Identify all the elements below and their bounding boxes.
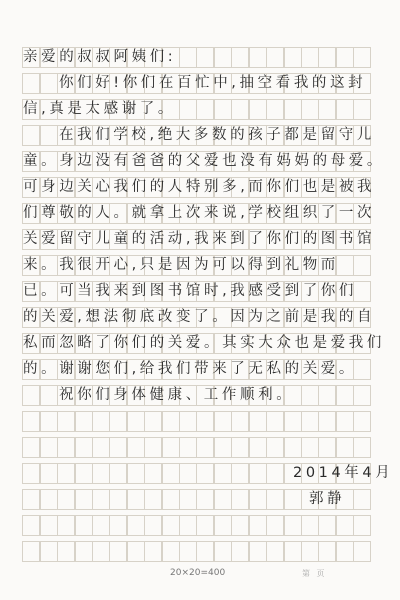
grid-cell [249,541,267,562]
grid-cell [266,463,284,484]
grid-cell [196,515,214,536]
grid-row [23,47,383,68]
grid-cell [249,411,267,432]
grid-cell [75,515,93,536]
grid-cell [231,437,249,458]
grid-cell [162,437,180,458]
grid-row [23,359,383,380]
grid-cell [127,541,145,562]
grid-cell [40,463,58,484]
grid-cell [57,515,75,536]
grid-cell [179,437,197,458]
letter-line: 你们好!你们在百忙中,抽空看我的这封 [59,75,367,91]
grid-cell [179,463,197,484]
grid-cell [266,47,284,68]
grid-cell [196,437,214,458]
grid-row [23,203,383,224]
grid-cell [284,515,302,536]
grid-cell [162,489,180,510]
writing-grid [23,47,394,567]
grid-cell [144,411,162,432]
grid-cell [284,411,302,432]
grid-cell [22,541,40,562]
grid-cell [75,437,93,458]
grid-cell [353,489,371,510]
letter-line: 们尊敬的人。就拿上次来说,学校组织了一次 [23,205,376,221]
grid-cell [231,411,249,432]
grid-cell [57,463,75,484]
grid-cell [249,463,267,484]
grid-cell [22,73,40,94]
grid-cell [214,541,232,562]
grid-cell [231,47,249,68]
grid-cell [75,541,93,562]
grid-cell [127,489,145,510]
grid-cell [109,411,127,432]
grid-cell [92,411,110,432]
grid-cell [22,463,40,484]
grid-row [23,437,383,458]
grid-row [23,255,383,276]
grid-cell [353,541,371,562]
grid-cell [301,437,319,458]
grid-cell [57,437,75,458]
grid-row [23,229,383,250]
grid-cell [353,255,371,276]
grid-cell [231,463,249,484]
letter-signature: 郭静 [309,491,346,507]
grid-cell [22,125,40,146]
grid-cell [109,541,127,562]
grid-cell [179,47,197,68]
grid-cell [127,515,145,536]
grid-cell [231,515,249,536]
grid-row [23,541,383,562]
grid-cell [231,99,249,120]
grid-cell [336,515,354,536]
letter-line: 信,真是太感谢了。 [23,101,177,117]
grid-cell [92,463,110,484]
grid-cell [40,489,58,510]
grid-cell [214,463,232,484]
grid-cell [127,411,145,432]
grid-cell [301,411,319,432]
grid-cell [318,411,336,432]
letter-line: 祝你们身体健康、工作顺利。 [59,387,295,403]
grid-row [23,73,383,94]
letter-line: 的关爱,想法彻底改变了。因为之前是我的自 [23,309,376,325]
grid-cell [266,437,284,458]
grid-cell [179,541,197,562]
grid-cell [266,541,284,562]
grid-cell [353,515,371,536]
grid-cell [40,515,58,536]
letter-line: 的。谢谢您们,给我们带来了无私的关爱。 [23,361,358,377]
grid-cell [196,99,214,120]
grid-size-label: 20×20=400 [170,568,226,578]
grid-row [23,463,394,484]
letter-line: 童。身边没有爸爸的父爱也没有妈妈的母爱。 [23,153,385,169]
grid-cell [301,47,319,68]
grid-cell [144,437,162,458]
grid-cell [109,437,127,458]
grid-row [23,307,383,328]
grid-cell [162,541,180,562]
grid-cell [40,125,58,146]
grid-cell [127,437,145,458]
grid-cell [196,47,214,68]
grid-cell [353,99,371,120]
grid-row [23,99,383,120]
letter-line: 私而忽略了你们的关爱。其实大众也是爱我们 [23,335,385,351]
grid-cell [249,437,267,458]
grid-cell [179,99,197,120]
grid-cell [301,99,319,120]
grid-cell [57,489,75,510]
grid-row [23,125,383,146]
grid-cell [109,489,127,510]
grid-cell [266,99,284,120]
grid-cell [57,411,75,432]
grid-cell [22,489,40,510]
grid-cell [22,385,40,406]
grid-cell [353,385,371,406]
grid-cell [318,437,336,458]
grid-cell [284,47,302,68]
grid-row [23,489,383,510]
grid-cell [196,411,214,432]
grid-cell [214,515,232,536]
grid-cell [162,411,180,432]
grid-cell [301,541,319,562]
grid-cell [284,541,302,562]
grid-row [23,151,383,172]
letter-line: 关爱留守儿童的活动,我来到了你们的图书馆 [23,231,376,247]
letter-line: 可身边关心我们的人特别多,而你们也是被我 [23,179,376,195]
grid-cell [92,515,110,536]
grid-cell [92,437,110,458]
grid-cell [162,515,180,536]
grid-row [23,385,383,406]
grid-cell [336,411,354,432]
grid-cell [336,47,354,68]
grid-cell [40,385,58,406]
grid-row [23,333,383,354]
grid-cell [249,99,267,120]
grid-cell [353,437,371,458]
salutation: 亲爱的叔叔阿姨们: [23,49,177,65]
grid-cell [318,541,336,562]
grid-cell [144,463,162,484]
grid-cell [144,515,162,536]
grid-cell [40,411,58,432]
grid-cell [266,411,284,432]
grid-cell [301,515,319,536]
grid-cell [336,437,354,458]
grid-cell [214,489,232,510]
grid-cell [196,463,214,484]
grid-cell [301,385,319,406]
grid-cell [144,541,162,562]
grid-cell [40,437,58,458]
grid-cell [179,411,197,432]
letter-line: 已。可当我来到图书馆时,我感受到了你们 [23,283,358,299]
grid-row [23,281,383,302]
letter-date: 2014年4月 [293,465,394,481]
grid-cell [318,385,336,406]
grid-cell [75,463,93,484]
grid-cell [196,541,214,562]
grid-cell [92,541,110,562]
grid-row [23,411,383,432]
grid-cell [127,463,145,484]
grid-cell [318,47,336,68]
grid-cell [336,99,354,120]
grid-cell [162,463,180,484]
letter-line: 在我们学校,绝大多数的孩子都是留守儿 [59,127,375,143]
grid-cell [318,515,336,536]
grid-row [23,177,383,198]
grid-cell [109,463,127,484]
grid-cell [318,99,336,120]
grid-cell [40,541,58,562]
grid-cell [40,73,58,94]
grid-cell [22,437,40,458]
grid-cell [214,437,232,458]
grid-cell [353,411,371,432]
grid-cell [214,99,232,120]
grid-cell [109,515,127,536]
grid-cell [179,489,197,510]
grid-cell [57,541,75,562]
grid-cell [231,541,249,562]
grid-cell [284,99,302,120]
grid-cell [249,47,267,68]
grid-cell [336,541,354,562]
grid-cell [266,489,284,510]
grid-cell [284,437,302,458]
grid-cell [284,489,302,510]
grid-cell [179,515,197,536]
grid-cell [22,515,40,536]
letter-line: 来。我很开心,只是因为可以得到礼物而 [23,257,339,273]
grid-cell [214,47,232,68]
grid-cell [196,489,214,510]
grid-cell [353,47,371,68]
grid-cell [266,515,284,536]
grid-cell [75,411,93,432]
grid-cell [214,411,232,432]
grid-cell [22,411,40,432]
grid-cell [231,489,249,510]
grid-cell [336,385,354,406]
grid-row [23,515,383,536]
grid-cell [75,489,93,510]
grid-cell [144,489,162,510]
grid-cell [92,489,110,510]
page-number-label: 第 页 [302,569,327,578]
grid-cell [249,515,267,536]
grid-cell [249,489,267,510]
